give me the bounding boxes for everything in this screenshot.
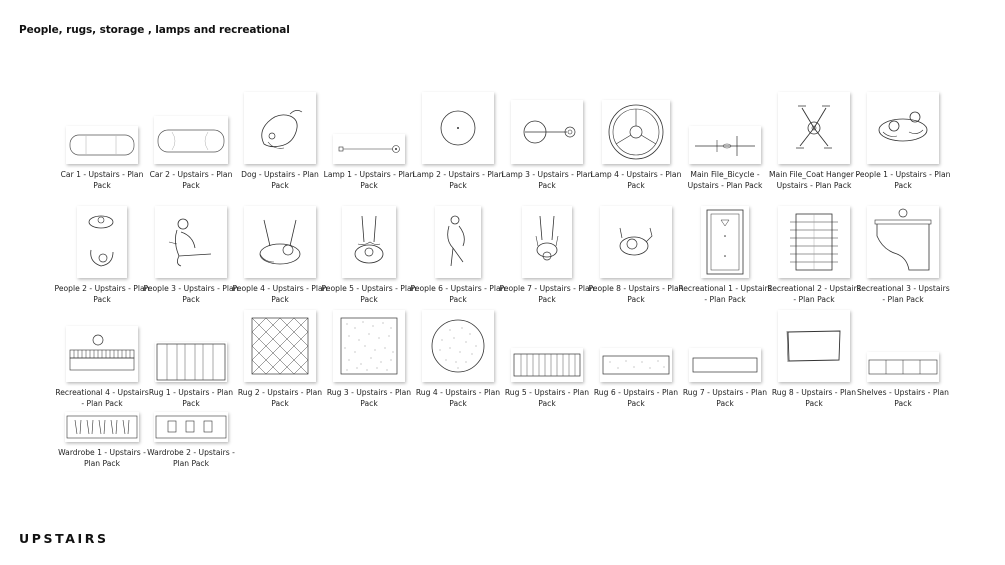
wheel-lamp-icon [602,100,670,164]
person-icon [244,206,316,278]
asset-label: Car 2 - Upstairs - Plan Pack [149,170,233,190]
rug-icon [778,310,850,382]
asset-label: Recreational 2 - Upstairs - Plan Pack [767,284,861,304]
asset-label: Car 1 - Upstairs - Plan Pack [60,170,144,190]
asset-label: Lamp 1 - Upstairs - Plan Pack [323,170,415,190]
asset-label: People 4 - Upstairs - Plan Pack [232,284,328,304]
coat-hanger-icon [778,92,850,164]
shelves-icon [867,352,939,382]
page-title: People, rugs, storage , lamps and recreational [19,24,290,36]
person-icon [342,206,396,278]
asset-label: People 7 - Upstairs - Plan Pack [499,284,595,304]
rug-icon [244,310,316,382]
asset-label: People 8 - Upstairs - Plan Pack [588,284,684,304]
arc-lamp-icon [511,100,583,164]
asset-label: Wardrobe 2 - Upstairs - Plan Pack [147,448,235,468]
foosball-icon [778,206,850,278]
asset-label: Lamp 2 - Upstairs - Plan Pack [412,170,504,190]
person-icon [600,206,672,278]
wardrobe-icon [154,412,228,442]
asset-label: People 6 - Upstairs - Plan Pack [410,284,506,304]
rug-icon [600,348,672,382]
asset-label: Rug 2 - Upstairs - Plan Pack [237,388,323,408]
car-icon [154,116,228,164]
asset-label: People 5 - Upstairs - Plan Pack [321,284,417,304]
rug-icon [155,342,227,382]
asset-label: Rug 8 - Upstairs - Plan Pack [771,388,857,408]
piano-icon [867,206,939,278]
asset-label: Rug 3 - Upstairs - Plan Pack [326,388,412,408]
person-icon [155,206,227,278]
asset-label: Lamp 3 - Upstairs - Plan Pack [501,170,593,190]
person-icon [435,206,481,278]
asset-label: People 1 - Upstairs - Plan Pack [855,170,951,190]
asset-label: Recreational 3 - Upstairs - Plan Pack [856,284,950,304]
asset-label: People 2 - Upstairs - Plan Pack [54,284,150,304]
pool-table-icon [701,206,749,278]
asset-label: Wardrobe 1 - Upstairs - Plan Pack [58,448,146,468]
bicycle-icon [689,126,761,164]
asset-label: Dog - Upstairs - Plan Pack [241,170,319,190]
rug-icon [511,348,583,382]
asset-label: Main File_Bicycle - Upstairs - Plan Pack [687,170,763,190]
asset-label: Rug 1 - Upstairs - Plan Pack [148,388,234,408]
floor-lamp-icon [333,134,405,164]
person-icon [522,206,572,278]
asset-label: Rug 5 - Upstairs - Plan Pack [504,388,590,408]
wardrobe-icon [65,412,139,442]
asset-label: Rug 4 - Upstairs - Plan Pack [415,388,501,408]
asset-label: Recreational 4 - Upstairs - Plan Pack [55,388,149,408]
round-lamp-icon [422,92,494,164]
keyboard-icon [66,326,138,382]
asset-label: Lamp 4 - Upstairs - Plan Pack [590,170,682,190]
asset-label: Rug 7 - Upstairs - Plan Pack [682,388,768,408]
asset-label: Main File_Coat Hanger - Upstairs - Plan Pack [769,170,859,190]
person-icon [77,206,127,278]
person-icon [867,92,939,164]
asset-label: Rug 6 - Upstairs - Plan Pack [593,388,679,408]
rug-icon [689,348,761,382]
asset-label: Recreational 1 - Upstairs - Plan Pack [678,284,772,304]
asset-label: Shelves - Upstairs - Plan Pack [857,388,949,408]
brand-logo: UPSTAIRS [19,531,109,546]
asset-label: People 3 - Upstairs - Plan Pack [143,284,239,304]
round-rug-icon [422,310,494,382]
rug-icon [333,310,405,382]
car-icon [66,126,138,164]
dog-icon [244,92,316,164]
